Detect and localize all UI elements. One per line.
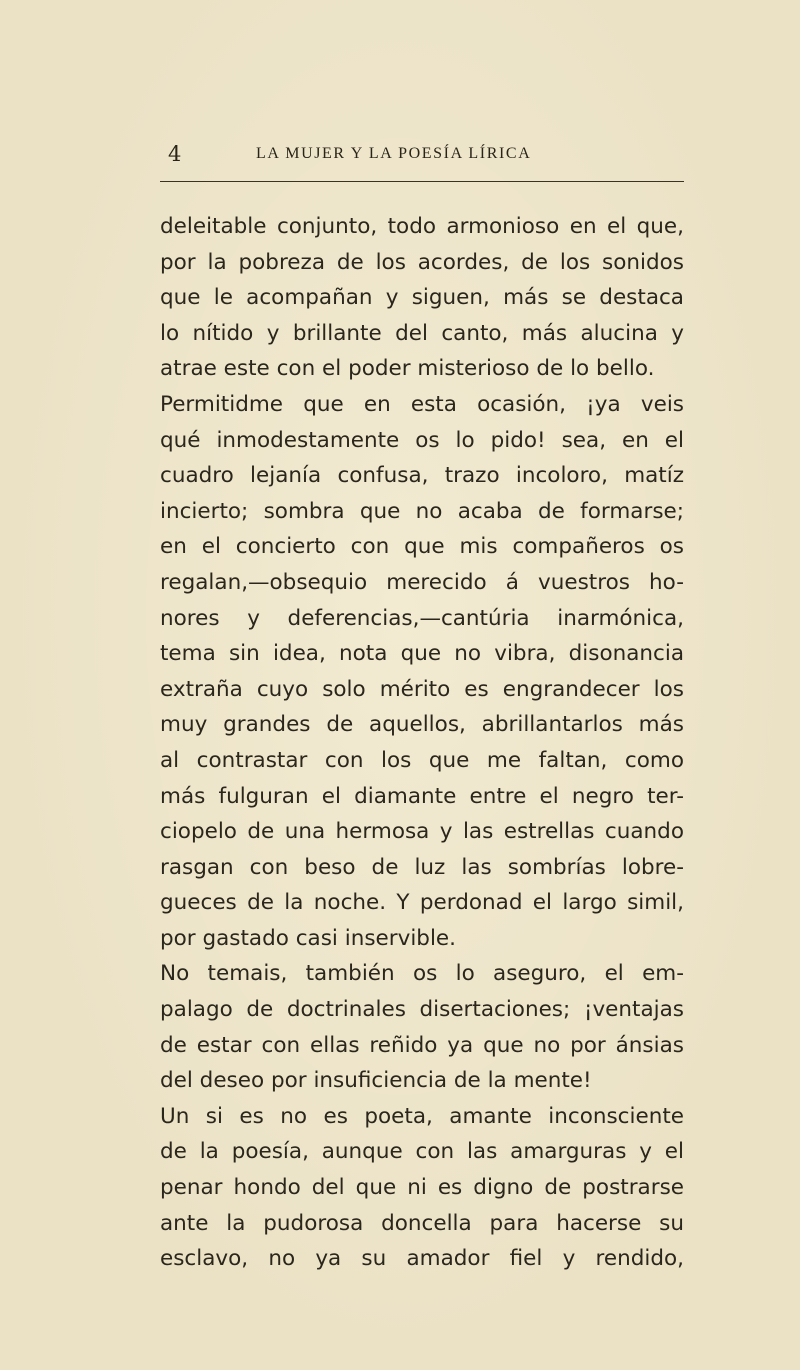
text-line: esclavo, no ya su amador fiel y rendido,	[160, 1246, 684, 1272]
text-line: qué inmodestamente os lo pido! sea, en el	[160, 427, 684, 453]
text-line: del deseo por insuficiencia de la mente!	[160, 1068, 592, 1094]
body-text	[160, 209, 684, 1277]
page-header	[160, 138, 686, 172]
text-line: regalan,—obsequio merecido á vuestros ho-	[160, 569, 684, 595]
text-line: tema sin idea, nota que no vibra, disonancia	[160, 641, 684, 667]
text-line: que le acompañan y siguen, más se destaca	[160, 285, 684, 311]
text-line: cuadro lejanía confusa, trazo incoloro, matíz	[160, 463, 684, 489]
text-line: ante la pudorosa doncella para hacerse su	[160, 1210, 684, 1236]
header-rule	[160, 181, 684, 182]
text-line: al contrastar con los que me faltan, como	[160, 747, 684, 773]
text-line: extraña cuyo solo mérito es engrandecer los	[160, 676, 684, 702]
text-line: palago de doctrinales disertaciones; ¡ventajas	[160, 997, 684, 1023]
text-line: rasgan con beso de luz las sombrías lobre-	[160, 854, 684, 880]
text-line: ciopelo de una hermosa y las estrellas cuando	[160, 819, 684, 845]
text-line: gueces de la noche. Y perdonad el largo simil,	[160, 890, 684, 916]
text-line: No temais, también os lo aseguro, el em-	[160, 961, 684, 987]
text-line: Permitidme que en esta ocasión, ¡ya veis	[160, 391, 684, 417]
text-line: de la poesía, aunque con las amarguras y el	[160, 1139, 684, 1165]
text-line: Un si es no es poeta, amante inconsciente	[160, 1103, 684, 1129]
text-line: incierto; sombra que no acaba de formarse;	[160, 498, 684, 524]
text-line: lo nítido y brillante del canto, más alucina y	[160, 320, 684, 346]
text-line: por la pobreza de los acordes, de los sonidos	[160, 249, 684, 275]
text-line: atrae este con el poder misterioso de lo bello.	[160, 356, 655, 382]
text-line: nores y deferencias,—cantúria inarmónica,	[160, 605, 684, 631]
text-line: muy grandes de aquellos, abrillantarlos más	[160, 712, 684, 738]
text-line: por gastado casi inservible.	[160, 925, 456, 951]
text-line: en el concierto con que mis compañeros os	[160, 534, 684, 560]
running-title: LA MUJER Y LA POESÍA LÍRICA	[256, 145, 532, 162]
page-number: 4	[168, 142, 182, 166]
text-line: penar hondo del que ni es digno de postrarse	[160, 1175, 684, 1201]
text-line: de estar con ellas reñido ya que no por ánsias	[160, 1032, 684, 1058]
text-line: deleitable conjunto, todo armonioso en el que,	[160, 214, 684, 239]
text-line: más fulguran el diamante entre el negro ter-	[160, 783, 684, 809]
